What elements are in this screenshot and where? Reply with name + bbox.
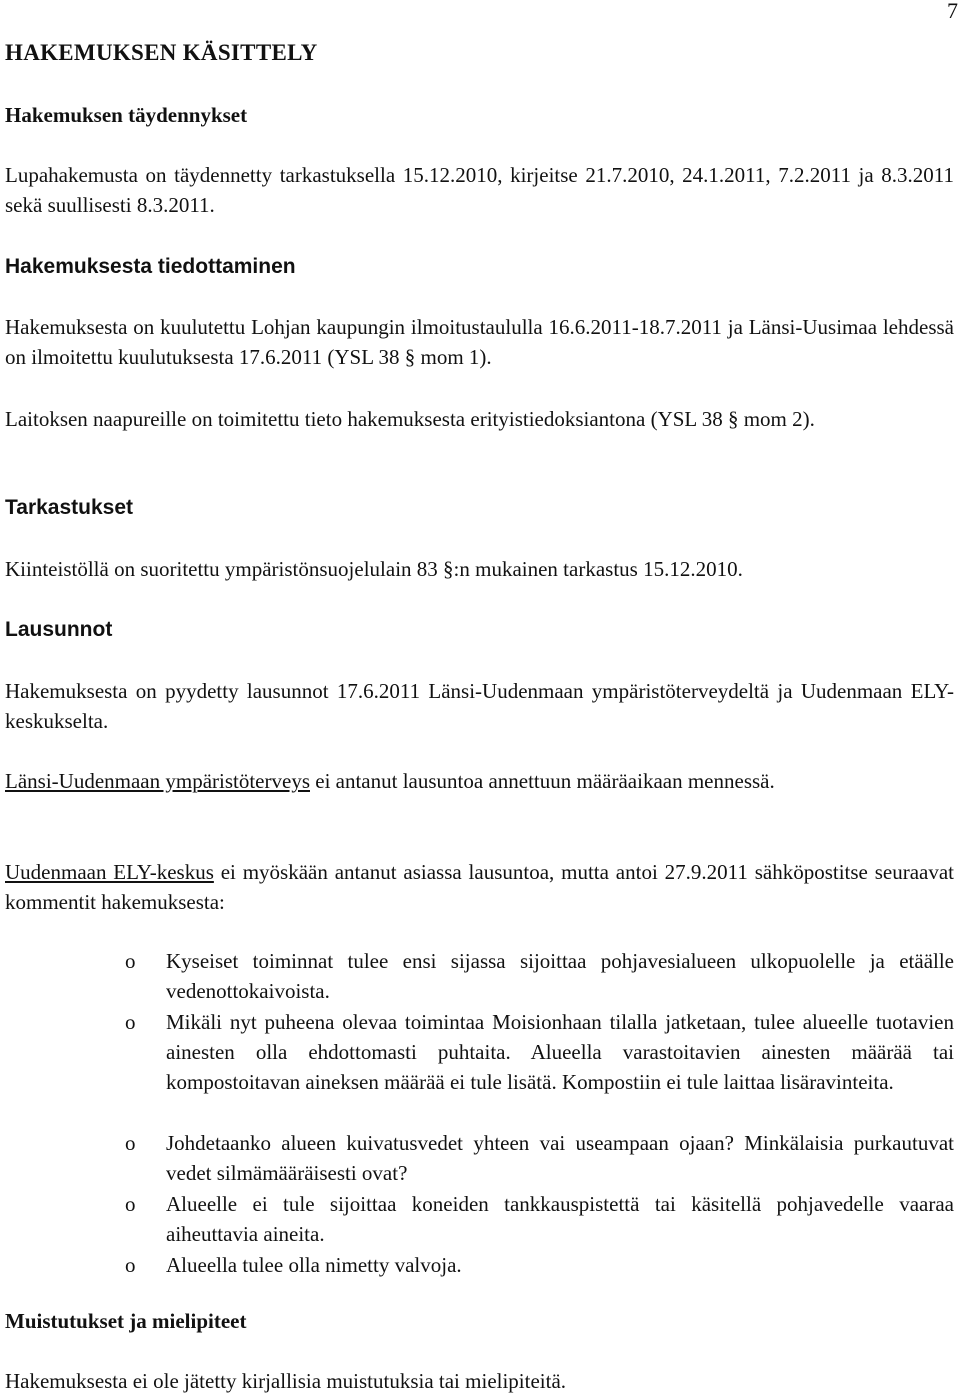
bullet-marker: o	[125, 1192, 136, 1216]
heading-notification: Hakemuksesta tiedottaminen	[5, 255, 296, 278]
paragraph-remarks: Hakemuksesta ei ole jätetty kirjallisia muistutuksia tai mielipiteitä.	[5, 1369, 567, 1393]
ely-centre-name: Uudenmaan ELY-keskus	[5, 860, 214, 884]
environmental-health-text: ei antanut lausuntoa annettuun määräaikaan mennessä.	[310, 769, 775, 793]
paragraph-inspections: Kiinteistöllä on suoritettu ympäristönsuojelulain 83 §:n mukainen tarkastus 15.12.2010.	[5, 557, 743, 581]
environmental-health-name: Länsi-Uudenmaan ympäristöterveys	[5, 769, 310, 793]
bullet-marker: o	[125, 1131, 136, 1155]
bullet-marker: o	[125, 1253, 136, 1277]
bullet-text: Alueelle ei tule sijoittaa koneiden tankkauspistettä tai käsitellä pohjavedelle vaaraa aiheuttavia aineita.	[166, 1192, 954, 1246]
paragraph-neighbours: Laitoksen naapureille on toimitettu tieto hakemuksesta erityistiedoksiantona (YSL 38 § mom 2).	[5, 407, 815, 431]
heading-supplements: Hakemuksen täydennykset	[5, 103, 248, 127]
bullet-text: Kyseiset toiminnat tulee ensi sijassa sijoittaa pohjavesialueen ulkopuolelle ja etäälle vedenottokaivoista.	[166, 949, 954, 1003]
bullet-text: Mikäli nyt puheena olevaa toimintaa Moisionhaan tilalla jatketaan, tulee alueelle tuotavien ainesten olla ehdottomasti puhtaita. Alueella varastoitavien ainesten määrää tai kompostoitavan aineksen määrää ei tule lisätä. Kompostiin ei tule laittaa lisäravinteita.	[166, 1010, 954, 1094]
bullet-marker: o	[125, 1010, 136, 1034]
heading-inspections: Tarkastukset	[5, 496, 134, 519]
page-title: HAKEMUKSEN KÄSITTELY	[5, 40, 318, 65]
heading-remarks: Muistutukset ja mielipiteet	[5, 1309, 247, 1333]
ely-centre-text: ei myöskään antanut asiassa lausuntoa, mutta antoi 27.9.2011 sähköpostitse seuraavat kommentit hakemuksesta:	[5, 860, 954, 914]
bullet-text: Alueella tulee olla nimetty valvoja.	[166, 1253, 462, 1277]
paragraph-notification: Hakemuksesta on kuulutettu Lohjan kaupungin ilmoitustaululla 16.6.2011-18.7.2011 ja Länsi-Uusimaa lehdessä on ilmoitettu kuulutuksesta 17.6.2011 (YSL 38 § mom 1).	[5, 315, 954, 369]
bullet-marker: o	[125, 949, 136, 973]
paragraph-supplements: Lupahakemusta on täydennetty tarkastuksella 15.12.2010, kirjeitse 21.7.2010, 24.1.2011, 7.2.2011 ja 8.3.2011 sekä suullisesti 8.3.2011.	[5, 163, 954, 217]
paragraph-environmental-health	[5, 766, 954, 796]
page-number: 7	[947, 0, 958, 23]
bullet-text: Johdetaanko alueen kuivatusvedet yhteen vai useampaan ojaan? Minkälaisia purkautuvat vedet silmämääräisesti ovat?	[166, 1131, 954, 1185]
paragraph-ely-centre	[5, 857, 954, 917]
paragraph-statements: Hakemuksesta on pyydetty lausunnot 17.6.2011 Länsi-Uudenmaan ympäristöterveydeltä ja Uudenmaan ELY-keskukselta.	[5, 679, 954, 733]
heading-statements: Lausunnot	[5, 618, 113, 641]
